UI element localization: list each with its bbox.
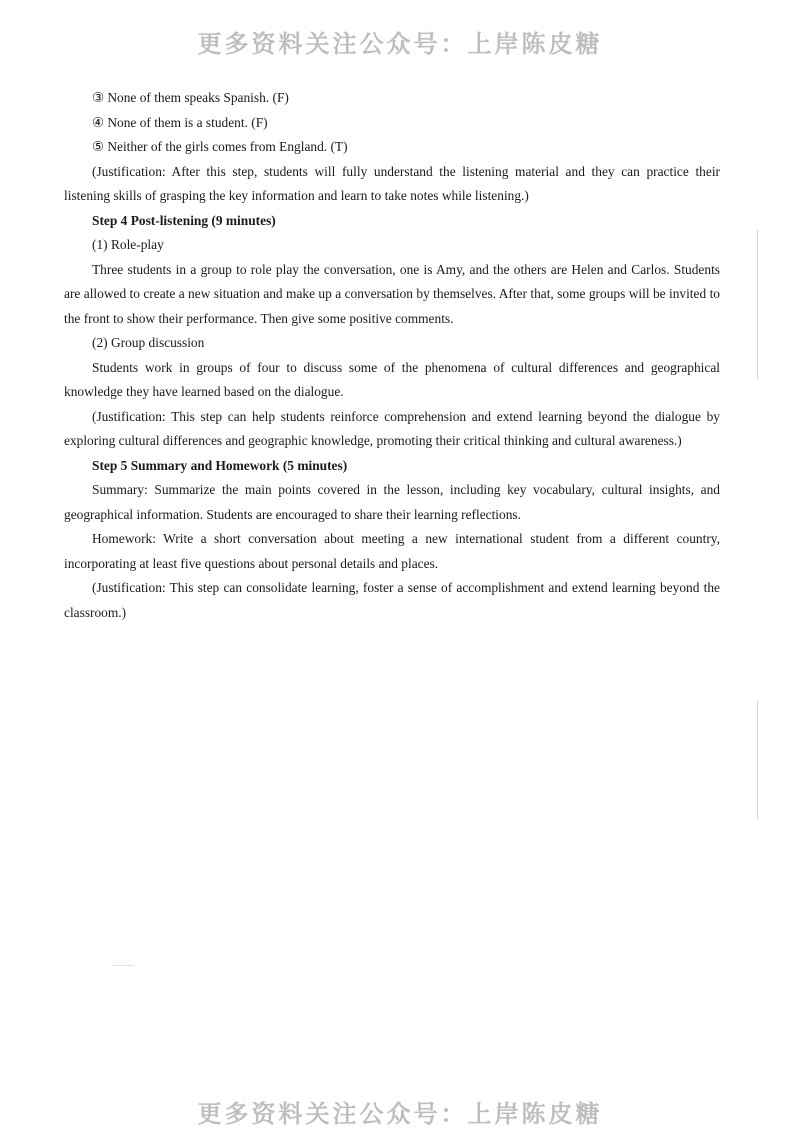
- summary-paragraph: Summary: Summarize the main points covered in the lesson, including key vocabulary, cultural insights, and geographical information. Students are encouraged to share their learning reflections.: [64, 482, 720, 522]
- homework-paragraph: Homework: Write a short conversation about meeting a new international student from a different country, incorporating at least five questions about personal details and places.: [64, 531, 720, 571]
- true-false-item-5: ⑤ Neither of the girls comes from England. (T): [92, 139, 348, 154]
- document-page: [64, 86, 720, 625]
- step-5-heading: Step 5 Summary and Homework (5 minutes): [92, 457, 348, 473]
- justification-paragraph: (Justification: This step can help students reinforce comprehension and extend learning beyond the dialogue by exploring cultural differences and geographic knowledge, promoting their critical thinking and cultural awareness.): [64, 408, 720, 448]
- group-discussion-paragraph: Students work in groups of four to discuss some of the phenomena of cultural differences and geographical knowledge they have learned based on the dialogue.: [64, 359, 720, 399]
- scan-edge-line: [757, 700, 758, 820]
- role-play-paragraph: Three students in a group to role play the conversation, one is Amy, and the others are Helen and Carlos. Students are allowed to create a new situation and make up a conversation by themselves. After that, some groups will be invited to the front to show their performance. Then give some positive comments.: [64, 261, 720, 326]
- scan-speck: [112, 965, 134, 966]
- watermark-bottom: 更多资料关注公众号：上岸陈皮糖: [197, 1100, 603, 1128]
- true-false-item-4: ④ None of them is a student. (F): [92, 114, 268, 130]
- step-4-heading: Step 4 Post-listening (9 minutes): [92, 212, 276, 228]
- group-discussion-title: (2) Group discussion: [92, 335, 205, 350]
- justification-paragraph: (Justification: This step can consolidate learning, foster a sense of accomplishment and extend learning beyond the classroom.): [64, 580, 720, 620]
- justification-paragraph: (Justification: After this step, students will fully understand the listening material and they can practice their listening skills of grasping the key information and learn to take notes while listening.): [64, 163, 720, 203]
- scan-edge-line: [757, 230, 758, 380]
- watermark-top: 更多资料关注公众号：上岸陈皮糖: [197, 30, 603, 58]
- role-play-title: (1) Role-play: [92, 237, 164, 252]
- true-false-item-3: ③ None of them speaks Spanish. (F): [92, 90, 289, 105]
